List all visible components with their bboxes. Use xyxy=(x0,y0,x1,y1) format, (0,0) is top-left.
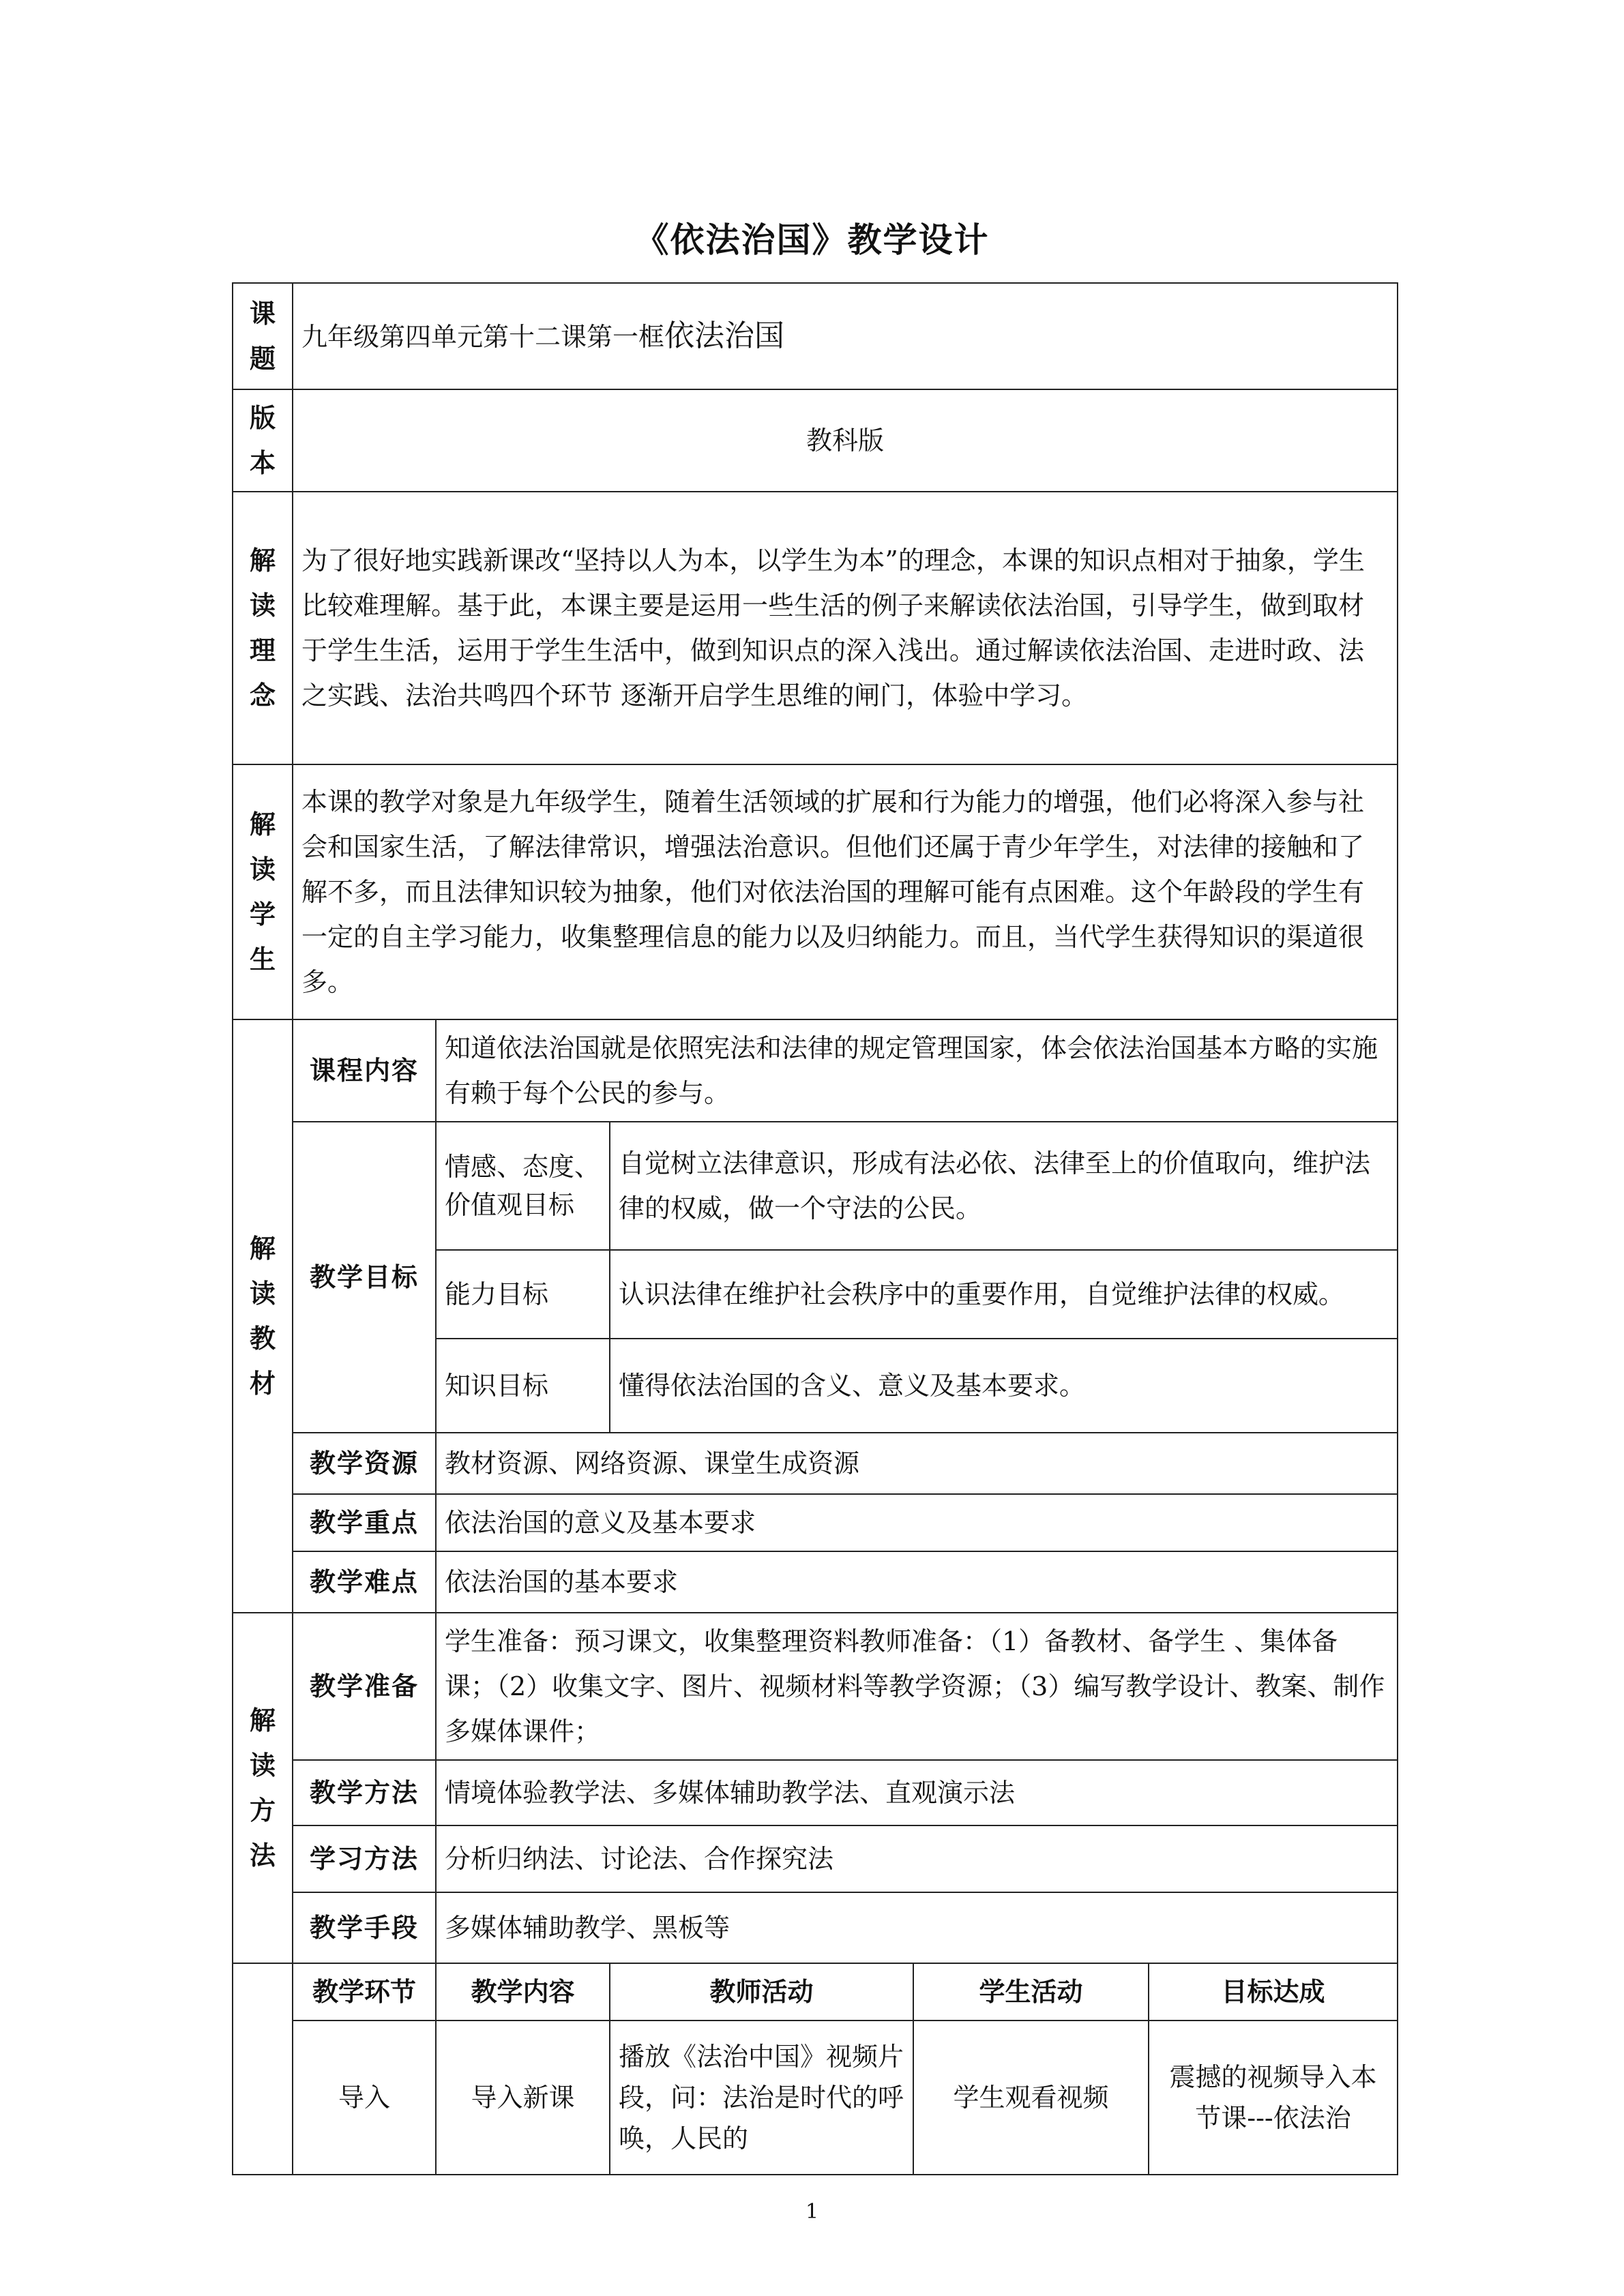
edition-row xyxy=(233,389,1398,492)
resources-row xyxy=(233,1433,1398,1494)
subject-value xyxy=(293,283,1398,389)
learning-method-row xyxy=(233,1825,1398,1892)
objectives-label: 教学目标 xyxy=(293,1122,436,1433)
objective-emotion-label: 情感、态度、价值观目标 xyxy=(436,1122,610,1250)
subject-label: 课题 xyxy=(233,283,293,389)
course-content-row xyxy=(233,1019,1398,1122)
difficulties-row xyxy=(233,1551,1398,1613)
process-header-stage: 教学环节 xyxy=(293,1963,436,2021)
methods-label: 解读方法 xyxy=(233,1613,293,1963)
concept-label: 解读理念 xyxy=(233,492,293,764)
lesson-plan-table xyxy=(232,282,1398,2175)
course-content-text: 知道依法治国就是依照宪法和法律的规定管理国家，体会依法治国基本方略的实施有赖于每个公民的参与。 xyxy=(436,1019,1398,1122)
learning-method-label: 学习方法 xyxy=(293,1825,436,1892)
key-points-label: 教学重点 xyxy=(293,1494,436,1551)
means-row xyxy=(233,1892,1398,1963)
process-header-goal: 目标达成 xyxy=(1149,1963,1398,2021)
objective-emotion-row xyxy=(233,1122,1398,1250)
concept-text: 为了很好地实践新课改“坚持以人为本，以学生为本”的理念，本课的知识点相对于抽象，学生比较难理解。基于此，本课主要是运用一些生活的例子来解读依法治国，引导学生，做到取材于学生生活，运用于学生生活中，做到知识点的深入浅出。通过解读依法治国、走进时政、法之实践、法治共鸣四个环节 逐渐开启学生思维的闸门，体验中学习。 xyxy=(293,492,1398,764)
process-header-content: 教学内容 xyxy=(436,1963,610,2021)
edition-label: 版本 xyxy=(233,389,293,492)
key-points-text: 依法治国的意义及基本要求 xyxy=(436,1494,1398,1551)
subject-prefix: 九年级第四单元第十二课第一框 xyxy=(301,321,665,352)
resources-text: 教材资源、网络资源、课堂生成资源 xyxy=(436,1433,1398,1494)
process-header-row xyxy=(233,1963,1398,2021)
process-stage: 导入 xyxy=(293,2021,436,2175)
students-label: 解读学生 xyxy=(233,764,293,1019)
subject-row xyxy=(233,283,1398,389)
learning-method-text: 分析归纳法、讨论法、合作探究法 xyxy=(436,1825,1398,1892)
difficulties-label: 教学难点 xyxy=(293,1551,436,1613)
process-header-teacher: 教师活动 xyxy=(610,1963,913,2021)
preparation-text: 学生准备：预习课文，收集整理资料教师准备：（1）备教材、备学生 、集体备课；（2）收集文字、图片、视频材料等教学资源；（3）编写教学设计、教案、制作多媒体课件； xyxy=(436,1613,1398,1760)
difficulties-text: 依法治国的基本要求 xyxy=(436,1551,1398,1613)
page-number: 1 xyxy=(805,2200,819,2224)
edition-value: 教科版 xyxy=(293,389,1398,492)
objective-knowledge-text: 懂得依法治国的含义、意义及基本要求。 xyxy=(610,1339,1398,1433)
objective-emotion-text: 自觉树立法律意识，形成有法必依、法律至上的价值取向，维护法律的权威，做一个守法的公民。 xyxy=(610,1122,1398,1250)
objective-knowledge-label: 知识目标 xyxy=(436,1339,610,1433)
objective-ability-label: 能力目标 xyxy=(436,1250,610,1339)
materials-label: 解读教材 xyxy=(233,1019,293,1613)
means-text: 多媒体辅助教学、黑板等 xyxy=(436,1892,1398,1963)
course-content-label: 课程内容 xyxy=(293,1019,436,1122)
key-points-row xyxy=(233,1494,1398,1551)
students-row xyxy=(233,764,1398,1019)
objective-ability-text: 认识法律在维护社会秩序中的重要作用，自觉维护法律的权威。 xyxy=(610,1250,1398,1339)
concept-row xyxy=(233,492,1398,764)
subject-main: 依法治国 xyxy=(664,318,785,353)
means-label: 教学手段 xyxy=(293,1892,436,1963)
teaching-method-row xyxy=(233,1760,1398,1825)
process-teacher-activity: 播放《法治中国》视频片段，问：法治是时代的呼唤，人民的 xyxy=(610,2021,913,2175)
students-text: 本课的教学对象是九年级学生，随着生活领域的扩展和行为能力的增强，他们必将深入参与社会和国家生活，了解法律常识，增强法治意识。但他们还属于青少年学生，对法律的接触和了解不多，而且法律知识较为抽象，他们对依法治国的理解可能有点困难。这个年龄段的学生有一定的自主学习能力，收集整理信息的能力以及归纳能力。而且，当代学生获得知识的渠道很多。 xyxy=(293,764,1398,1019)
teaching-method-text: 情境体验教学法、多媒体辅助教学法、直观演示法 xyxy=(436,1760,1398,1825)
process-goal: 震撼的视频导入本节课---依法治 xyxy=(1149,2021,1398,2175)
resources-label: 教学资源 xyxy=(293,1433,436,1494)
teaching-method-label: 教学方法 xyxy=(293,1760,436,1825)
preparation-label: 教学准备 xyxy=(293,1613,436,1760)
process-row-intro xyxy=(233,2021,1398,2175)
process-side-blank xyxy=(233,1963,293,2175)
process-content: 导入新课 xyxy=(436,2021,610,2175)
document-title: 《依法治国》教学设计 xyxy=(634,220,990,260)
process-header-student: 学生活动 xyxy=(913,1963,1149,2021)
process-student-activity: 学生观看视频 xyxy=(913,2021,1149,2175)
preparation-row xyxy=(233,1613,1398,1760)
